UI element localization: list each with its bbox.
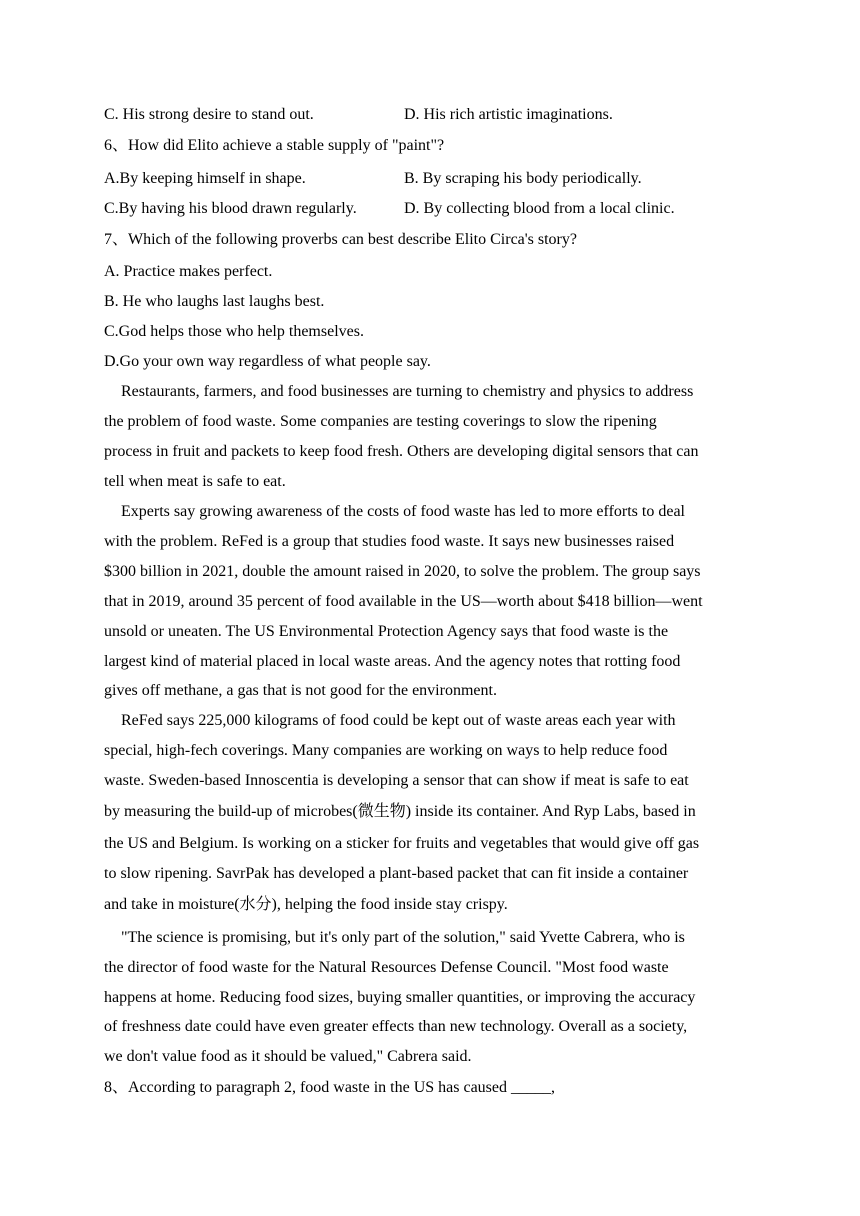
passage-line: to slow ripening. SavrPak has developed a plant-based packet that can fit inside a container bbox=[104, 865, 689, 882]
q8-stem: 8、According to paragraph 2, food waste in the US has caused _____, bbox=[104, 1079, 556, 1096]
passage-line: tell when meat is safe to eat. bbox=[104, 473, 286, 490]
passage-line: and take in moisture(水分), helping the food inside stay crispy. bbox=[104, 896, 508, 913]
passage-line: happens at home. Reducing food sizes, buying smaller quantities, or improving the accuracy bbox=[104, 989, 696, 1006]
q7-option-d: D.Go your own way regardless of what people say. bbox=[104, 353, 431, 370]
q5-option-d: D. His rich artistic imaginations. bbox=[404, 106, 613, 123]
passage-line: process in fruit and packets to keep food fresh. Others are developing digital sensors that can bbox=[104, 443, 699, 460]
passage-line: that in 2019, around 35 percent of food available in the US—worth about $418 billion—went bbox=[104, 593, 703, 610]
passage-line: Experts say growing awareness of the costs of food waste has led to more efforts to deal bbox=[121, 503, 685, 520]
q7-option-c: C.God helps those who help themselves. bbox=[104, 323, 364, 340]
q7-option-b: B. He who laughs last laughs best. bbox=[104, 293, 325, 310]
passage-line: unsold or uneaten. The US Environmental Protection Agency says that food waste is the bbox=[104, 623, 669, 640]
q6-option-a: A.By keeping himself in shape. bbox=[104, 170, 306, 187]
q7-option-a: A. Practice makes perfect. bbox=[104, 263, 273, 280]
passage-line: the director of food waste for the Natural Resources Defense Council. "Most food waste bbox=[104, 959, 669, 976]
passage-line: the problem of food waste. Some companies are testing coverings to slow the ripening bbox=[104, 413, 657, 430]
passage-line: Restaurants, farmers, and food businesses are turning to chemistry and physics to address bbox=[121, 383, 694, 400]
passage-line: gives off methane, a gas that is not good for the environment. bbox=[104, 682, 497, 699]
q6-option-d: D. By collecting blood from a local clinic. bbox=[404, 200, 675, 217]
passage-line: the US and Belgium. Is working on a sticker for fruits and vegetables that would give off gas bbox=[104, 835, 700, 852]
passage-line: ReFed says 225,000 kilograms of food could be kept out of waste areas each year with bbox=[121, 712, 676, 729]
q6-stem: 6、How did Elito achieve a stable supply of "paint"? bbox=[104, 137, 445, 154]
passage-line: waste. Sweden-based Innoscentia is developing a sensor that can show if meat is safe to eat bbox=[104, 772, 689, 789]
passage-line: by measuring the build-up of microbes(微生物) inside its container. And Ryp Labs, based in bbox=[104, 803, 696, 820]
passage-line: $300 billion in 2021, double the amount raised in 2020, to solve the problem. The group says bbox=[104, 563, 701, 580]
q7-stem: 7、Which of the following proverbs can best describe Elito Circa's story? bbox=[104, 231, 577, 248]
passage-line: largest kind of material placed in local waste areas. And the agency notes that rotting food bbox=[104, 653, 681, 670]
passage-line: with the problem. ReFed is a group that studies food waste. It says new businesses raised bbox=[104, 533, 675, 550]
passage-line: "The science is promising, but it's only part of the solution," said Yvette Cabrera, who is bbox=[121, 929, 685, 946]
q5-option-c: C. His strong desire to stand out. bbox=[104, 106, 314, 123]
passage-line: of freshness date could have even greater effects than new technology. Overall as a society, bbox=[104, 1018, 688, 1035]
passage-line: we don't value food as it should be valued," Cabrera said. bbox=[104, 1048, 472, 1065]
q6-option-c: C.By having his blood drawn regularly. bbox=[104, 200, 357, 217]
passage-line: special, high-fech coverings. Many companies are working on ways to help reduce food bbox=[104, 742, 668, 759]
q6-option-b: B. By scraping his body periodically. bbox=[404, 170, 642, 187]
